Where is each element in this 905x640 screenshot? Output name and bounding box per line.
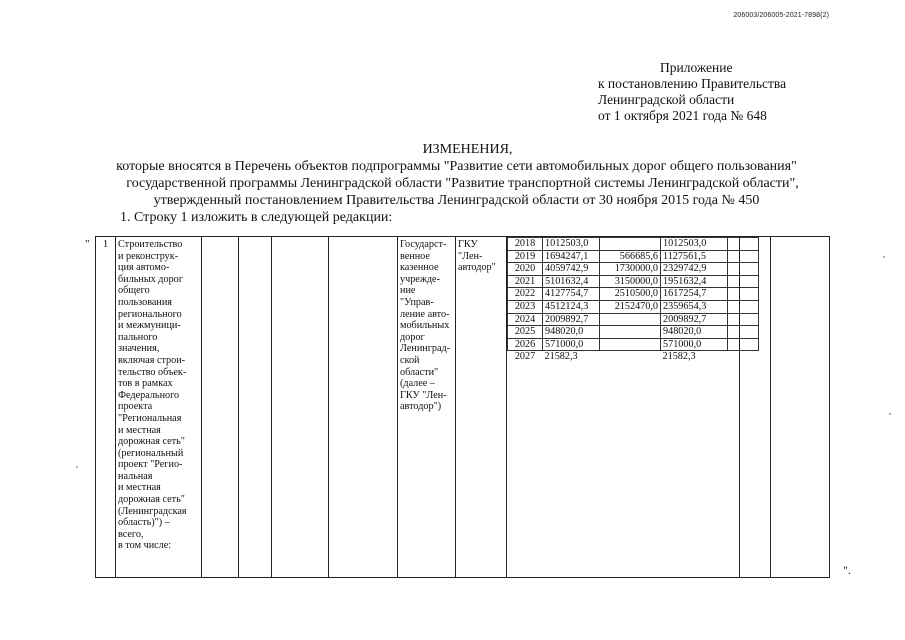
scan-speck (889, 413, 891, 415)
financing-regional: 2009892,7 (661, 313, 728, 326)
object_name-line: дорожная сеть" (118, 436, 185, 448)
object_name-line: регионального (118, 308, 182, 320)
financing-row (508, 326, 759, 339)
object-name-cell (116, 237, 202, 578)
financing-total: 2009892,7 (543, 313, 600, 326)
financing-year: 2020 (508, 263, 543, 276)
executor-line: ГКУ (458, 239, 478, 250)
financing-total: 571000,0 (543, 338, 600, 351)
object_name-line: (региональный (118, 447, 184, 459)
object_name-line: область)") – (118, 517, 170, 529)
financing-row (508, 238, 759, 251)
empty-cell (272, 237, 329, 578)
object_name-line: "Региональная (118, 412, 182, 424)
financing-regional: 571000,0 (661, 338, 728, 351)
heading-line-4: утвержденный постановлением Правительства Ленинградской области от 30 ноября 2015 года № 450 (153, 193, 760, 208)
financing-regional: 21582,3 (662, 351, 696, 363)
financing-row (508, 351, 759, 363)
customer-line: "Управ- (400, 296, 434, 308)
customer-line: ление авто- (400, 308, 450, 320)
object_name-line: включая строи- (118, 354, 186, 366)
appendix-line-1: Приложение (660, 60, 733, 75)
financing-federal (600, 326, 661, 339)
object_name-line: всего, (118, 528, 144, 540)
instruction-text: 1. Строку 1 изложить в следующей редакции: (120, 210, 393, 225)
closing-quote: ". (843, 563, 851, 577)
financing-year: 2025 (508, 326, 543, 339)
financing-regional: 1617254,7 (661, 288, 728, 301)
empty-cell (771, 237, 830, 578)
customer-line: области" (400, 366, 439, 378)
financing-year: 2027 (514, 351, 536, 363)
object_name-line: ция автомо- (118, 262, 170, 274)
object_name-line: Федерального (118, 389, 180, 401)
customer-line: венное (400, 250, 430, 262)
financing-regional: 2359654,3 (661, 300, 728, 313)
financing-row (508, 300, 759, 313)
object_name-line: и реконструк- (118, 250, 179, 262)
object_name-line: общего (118, 285, 150, 297)
appendix-line-2: к постановлению Правительства (598, 76, 787, 91)
financing-total: 1012503,0 (543, 238, 600, 251)
object_name-line: дорожная сеть" (118, 494, 185, 506)
financing-federal (600, 238, 661, 251)
customer-line: ние (400, 285, 416, 297)
customer-cell (398, 237, 456, 578)
heading-line-2: которые вносятся в Перечень объектов подпрограммы "Развитие сети автомобильных дорог общего пользования" (116, 159, 797, 174)
financing-row (508, 313, 759, 326)
object_name-line: и межмуници- (118, 320, 181, 332)
financing-total: 1694247,1 (543, 250, 600, 263)
object_name-line: тов в рамках (118, 378, 173, 390)
financing-federal: 2152470,0 (600, 300, 661, 313)
object_name-line: в том числе: (118, 540, 172, 552)
appendix-block (598, 60, 786, 124)
financing-total: 21582,3 (544, 351, 578, 363)
empty-cell (239, 237, 272, 578)
financing-year: 2018 (508, 238, 543, 251)
financing-federal (600, 338, 661, 351)
object_name-line: (Ленинградская (118, 505, 187, 517)
customer-line: Ленинград- (400, 343, 451, 355)
empty-cell (202, 237, 239, 578)
customer-line: автодор") (400, 401, 442, 413)
financing-regional: 948020,0 (661, 326, 728, 339)
financing-row (508, 338, 759, 351)
customer-line: дорог (400, 331, 425, 343)
customer-line: (далее – (400, 378, 435, 390)
object_name-line: бильных дорог (118, 273, 183, 285)
customer-line: Государст- (400, 239, 447, 250)
heading-line-3: государственной программы Ленинградской области "Развитие транспортной системы Ленинградской области", (126, 176, 799, 191)
scan-speck (883, 256, 885, 258)
financing-row (508, 275, 759, 288)
object_name-line: и местная (118, 424, 161, 436)
financing-total: 4512124,3 (543, 300, 600, 313)
customer-line: казенное (400, 262, 439, 274)
customer-line: учрежде- (400, 273, 440, 285)
financing-cell (507, 237, 740, 578)
customer-line: ГКУ "Лен- (400, 389, 447, 401)
customer-line: ской (400, 354, 420, 366)
scan-speck (76, 466, 78, 468)
financing-table (507, 237, 759, 363)
financing-federal: 1730000,0 (600, 263, 661, 276)
financing-federal: 2510500,0 (600, 288, 661, 301)
document-id: 206003/206005-2021-7898(2) (733, 12, 829, 19)
executor-cell (456, 237, 507, 578)
empty-cell (740, 237, 771, 578)
financing-row (508, 288, 759, 301)
executor-line: "Лен- (458, 250, 483, 262)
object_name-line: пального (118, 331, 158, 343)
financing-year: 2026 (508, 338, 543, 351)
executor-line: автодор" (458, 262, 496, 274)
financing-total: 948020,0 (543, 326, 600, 339)
appendix-line-3: Ленинградской области (598, 92, 735, 107)
financing-regional: 2329742,9 (661, 263, 728, 276)
heading-title: ИЗМЕНЕНИЯ, (422, 142, 513, 157)
financing-year: 2019 (508, 250, 543, 263)
object_name-line: Строительство (118, 239, 183, 250)
financing-total: 5101632,4 (543, 275, 600, 288)
financing-year: 2023 (508, 300, 543, 313)
object_name-line: и местная (118, 482, 161, 494)
object_name-line: пользования (118, 296, 172, 308)
document-heading (0, 141, 905, 209)
financing-regional: 1012503,0 (661, 238, 728, 251)
financing-federal: 566685,6 (600, 250, 661, 263)
empty-cell (329, 237, 398, 578)
financing-year: 2021 (508, 275, 543, 288)
object_name-line: тельство объек- (118, 366, 187, 378)
financing-federal (600, 313, 661, 326)
object_name-line: проекта (118, 401, 153, 413)
appendix-line-4: от 1 октября 2021 года № 648 (598, 108, 767, 123)
object_name-line: значения, (118, 343, 160, 355)
objects-table (95, 236, 830, 578)
row-number: 1 (96, 237, 116, 578)
financing-total: 4059742,9 (543, 263, 600, 276)
financing-federal (600, 351, 661, 363)
financing-year: 2024 (508, 313, 543, 326)
financing-regional: 1127561,5 (661, 250, 728, 263)
financing-row (508, 263, 759, 276)
opening-quote: " (85, 238, 90, 250)
table-row (96, 237, 830, 578)
object_name-line: нальная (118, 470, 153, 482)
financing-regional: 1951632,4 (661, 275, 728, 288)
object_name-line: проект "Регио- (118, 459, 183, 471)
financing-federal: 3150000,0 (600, 275, 661, 288)
customer-line: мобильных (400, 320, 450, 332)
financing-row (508, 250, 759, 263)
financing-year: 2022 (508, 288, 543, 301)
financing-total: 4127754,7 (543, 288, 600, 301)
